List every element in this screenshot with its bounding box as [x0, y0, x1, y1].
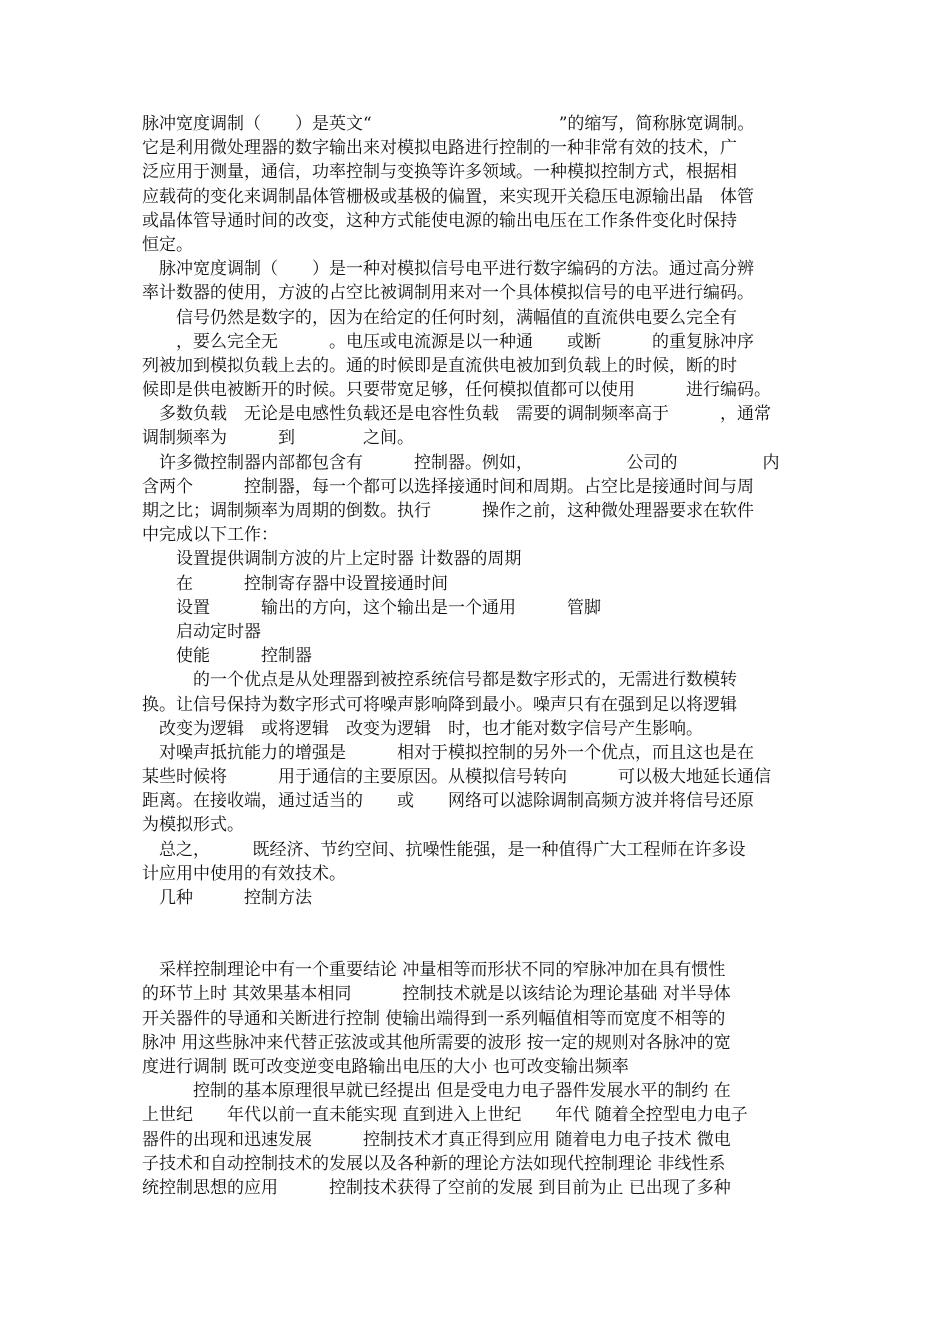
text-line: 子技术和自动控制技术的发展以及各种新的理论方法如现代控制理论 非线性系	[142, 1153, 726, 1174]
text-line: 的环节上时 其效果基本相同 控制技术就是以该结论为理论基础 对半导体	[142, 984, 731, 1005]
text-line: 或晶体管导通时间的改变，这种方式能使电源的输出电压在工作条件变化时保持	[142, 210, 737, 231]
text-line: 它是利用微处理器的数字输出来对模拟电路进行控制的一种非常有效的技术，广	[142, 138, 737, 159]
text-line: 度进行调制 既可改变逆变电路输出电压的大小 也可改变输出频率	[142, 1056, 629, 1077]
text-line: 上世纪 年代以前一直未能实现 直到进入上世纪 年代 随着全控型电力电子	[142, 1105, 748, 1126]
text-line: 脉冲宽度调制（ ）是一种对模拟信号电平进行数字编码的方法。通过高分辨	[142, 259, 754, 280]
blank-gap	[142, 910, 812, 958]
text-line: 采样控制理论中有一个重要结论 冲量相等而形状不同的窄脉冲加在具有惯性	[142, 960, 726, 981]
paragraph	[142, 886, 812, 910]
text-line: 设置提供调制方波的片上定时器 计数器的周期	[142, 549, 522, 570]
text-line: 的一个优点是从处理器到被控系统信号都是数字形式的，无需进行数模转	[142, 670, 737, 691]
text-line: 器件的出现和迅速发展 控制技术才真正得到应用 随着电力电子技术 微电	[142, 1129, 731, 1150]
text-line: 某些时候将 用于通信的主要原因。从模拟信号转向 可以极大地延长通信	[142, 767, 771, 788]
paragraph	[142, 451, 812, 548]
text-line: 开关器件的导通和关断进行控制 使输出端得到一系列幅值相等而宽度不相等的	[142, 1008, 726, 1029]
text-line: 含两个 控制器，每一个都可以选择接通时间和周期。占空比是接通时间与周	[142, 476, 754, 497]
text-line: 使能 控制器	[142, 646, 312, 667]
text-line: 候即是供电被断开的时候。只要带宽足够，任何模拟值都可以使用 进行编码。	[142, 380, 771, 401]
text-line: 统控制思想的应用 控制技术获得了空前的发展 到目前为止 已出现了多种	[142, 1177, 731, 1198]
paragraph	[142, 257, 812, 305]
text-line: 在 控制寄存器中设置接通时间	[142, 573, 448, 594]
text-line: 总之， 既经济、节约空间、抗噪性能强，是一种值得广大工程师在许多设	[142, 839, 746, 860]
text-line: 控制的基本原理很早就已经提出 但是受电力电子器件发展水平的制约 在	[142, 1081, 731, 1102]
paragraph	[142, 1079, 812, 1200]
text-line: 脉冲宽度调制（ ）是英文“ ”的缩写，简称脉宽调制。	[142, 114, 755, 134]
text-line: 中完成以下工作：	[142, 525, 278, 546]
text-line: 许多微控制器内部都包含有 控制器。例如， 公司的 内	[142, 452, 780, 473]
text-line: ，要么完全无 。电压或电流源是以一种通 或断 的重复脉冲序	[142, 331, 754, 352]
paragraph	[142, 958, 812, 1079]
paragraph	[142, 668, 812, 741]
text-line: 换。让信号保持为数字形式可将噪声影响降到最小。噪声只有在强到足以将逻辑	[142, 694, 737, 715]
text-line: 计应用中使用的有效技术。	[142, 863, 346, 884]
text-line: 对噪声抵抗能力的增强是 相对于模拟控制的另外一个优点，而且这也是在	[142, 742, 754, 763]
text-line: 设置 输出的方向，这个输出是一个通用 管脚	[142, 597, 601, 618]
text-line: 多数负载 无论是电感性负载还是电容性负载 需要的调制频率高于 ，通常	[142, 404, 771, 425]
paragraph	[142, 402, 812, 450]
paragraph	[142, 838, 812, 886]
paragraph	[142, 547, 812, 668]
text-line: 应载荷的变化来调制晶体管栅极或基极的偏置，来实现开关稳压电源输出晶 体管	[142, 186, 754, 207]
text-line: 信号仍然是数字的，因为在给定的任何时刻，满幅值的直流供电要么完全有	[142, 307, 737, 328]
text-line: 列被加到模拟负载上去的。通的时候即是直流供电被加到负载上的时候，断的时	[142, 355, 737, 376]
text-line: 率计数器的使用，方波的占空比被调制用来对一个具体模拟信号的电平进行编码。	[142, 283, 754, 304]
text-line: 距离。在接收端，通过适当的 或 网络可以滤除调制高频方波并将信号还原	[142, 791, 754, 812]
text-line: 启动定时器	[142, 621, 261, 642]
text-line: 脉冲 用这些脉冲来代替正弦波或其他所需要的波形 按一定的规则对各脉冲的宽	[142, 1032, 731, 1053]
text-line: 恒定。	[142, 234, 193, 255]
text-line: 几种 控制方法	[142, 888, 312, 908]
text-line: 改变为逻辑 或将逻辑 改变为逻辑 时，也才能对数字信号产生影响。	[142, 718, 703, 739]
paragraph	[142, 741, 812, 838]
text-line: 调制频率为 到 之间。	[142, 428, 414, 449]
paragraph	[142, 306, 812, 403]
text-line: 泛应用于测量，通信，功率控制与变换等许多领域。一种模拟控制方式，根据相	[142, 162, 737, 183]
text-line: 为模拟形式。	[142, 815, 244, 836]
text-line: 期之比；调制频率为周期的倒数。执行 操作之前，这种微处理器要求在软件	[142, 501, 754, 521]
paragraph	[142, 112, 812, 257]
document-body	[142, 112, 812, 1200]
